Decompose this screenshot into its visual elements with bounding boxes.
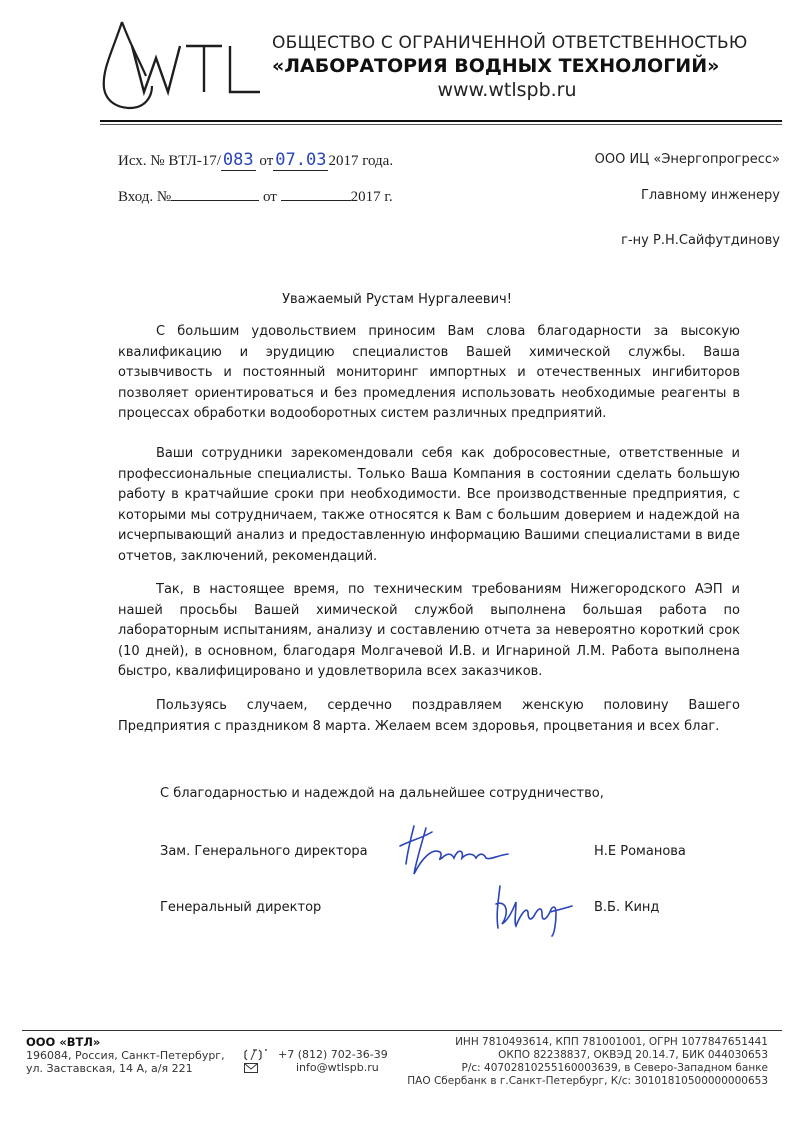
footer-company: ООО «ВТЛ»: [26, 1035, 101, 1049]
addressee-organization: ООО ИЦ «Энергопрогресс»: [594, 152, 780, 167]
footer-address-line2: ул. Заставская, 14 А, а/я 221: [26, 1062, 193, 1075]
signature-name-general: В.Б. Кинд: [594, 900, 660, 915]
paragraph-2: Ваши сотрудники зарекомендовали себя как добросовестные, ответственные и профессиональные специалисты. Только Ваша Компания в состоянии сделать большую работу в кратчайшие сроки при необходимости. Все производственные предприятия, с которыми мы сотрудничаем, также относятся к Вам с большим доверием и надеждой на исчерпывающий анализ и предоставленную информацию Вашими специалистами в виде отчетов, заключений, рекомендаций.: [118, 446, 740, 564]
addressee-person: г-ну Р.Н.Сайфутдинову: [621, 233, 780, 248]
footer-address-line1: 196084, Россия, Санкт-Петербург,: [26, 1049, 225, 1062]
footer-requisites-line: ОКПО 82238837, ОКВЭД 20.14.7, БИК 044030653: [498, 1049, 768, 1061]
footer-requisites-line: ПАО Сбербанк в г.Санкт-Петербург, К/с: 30101810500000000653: [407, 1075, 768, 1087]
signature-deputy-handwritten: [392, 818, 522, 880]
addressee-position: Главному инженеру: [640, 188, 780, 203]
outgoing-year: 2017 года.: [328, 153, 394, 169]
footer-requisites: [407, 1036, 768, 1088]
incoming-prefix: Вход. №: [118, 189, 172, 205]
phone-icon: [244, 1049, 270, 1061]
company-name: «ЛАБОРАТОРИЯ ВОДНЫХ ТЕХНОЛОГИЙ»: [272, 55, 720, 77]
signature-role-deputy: Зам. Генерального директора: [160, 844, 368, 859]
paragraph-1: С большим удовольствием приносим Вам слова благодарности за высокую квалификацию и эрудицию специалистов Вашей химической службы. Ваша отзывчивость и постоянный мониторинг импортных и отечественных ингибиторов позволяет ориентироваться и без промедления использовать необходимые реагенты в процессах обработки водооборотных систем различных предприятий.: [118, 324, 740, 421]
paragraph-4: Пользуясь случаем, сердечно поздравляем женскую половину Вашего Предприятия с праздником 8 марта. Желаем всем здоровья, процветания и всех благ.: [118, 698, 740, 734]
signature-general-handwritten: [486, 872, 586, 938]
footer-phone[interactable]: +7 (812) 702-36-39: [278, 1048, 388, 1061]
outgoing-from: от: [255, 153, 274, 169]
company-legal-form: ОБЩЕСТВО С ОГРАНИЧЕННОЙ ОТВЕТСТВЕННОСТЬЮ: [272, 33, 748, 53]
outgoing-number: 083: [222, 150, 254, 170]
envelope-icon: [244, 1063, 258, 1073]
outgoing-date: 07.03: [275, 150, 327, 170]
footer-company-block: [26, 1036, 225, 1075]
footer-contacts: [244, 1048, 388, 1074]
outgoing-reference: [118, 150, 393, 170]
incoming-year: 2017 г.: [350, 189, 393, 205]
footer-email[interactable]: info@wtlspb.ru: [296, 1061, 379, 1074]
outgoing-prefix: Исх. № ВТЛ-17/: [118, 153, 221, 169]
signature-name-deputy: Н.Е Романова: [594, 844, 686, 859]
header-rule: [100, 120, 782, 122]
incoming-number-blank: [171, 188, 259, 201]
footer-rule: [22, 1030, 782, 1031]
header-rule-thin: [100, 124, 782, 125]
incoming-date-blank: [281, 188, 351, 201]
salutation: Уважаемый Рустам Нургалеевич!: [282, 292, 512, 307]
signature-role-general: Генеральный директор: [160, 900, 322, 915]
footer-requisites-line: ИНН 7810493614, КПП 781001001, ОГРН 1077847651441: [455, 1036, 768, 1048]
closing-line: С благодарностью и надеждой на дальнейшее сотрудничество,: [160, 786, 604, 801]
incoming-reference: [118, 188, 393, 206]
footer-requisites-line: Р/с: 40702810255160003639, в Северо-Западном банке: [461, 1062, 768, 1074]
incoming-from: от: [263, 189, 277, 205]
water-drop-logo-icon: [100, 18, 270, 110]
paragraph-3: Так, в настоящее время, по техническим требованиям Нижегородского АЭП и нашей просьбы Вашей химической службой выполнена большая работа по лабораторным испытаниям, анализу и составлению отчета за невероятно короткий срок (10 дней), в основном, благодаря Молгачевой И.В. и Игнариной Л.М. Работа выполнена быстро, квалифицировано и удовлетворила всех заказчиков.: [118, 582, 740, 679]
company-website[interactable]: www.wtlspb.ru: [437, 79, 577, 101]
